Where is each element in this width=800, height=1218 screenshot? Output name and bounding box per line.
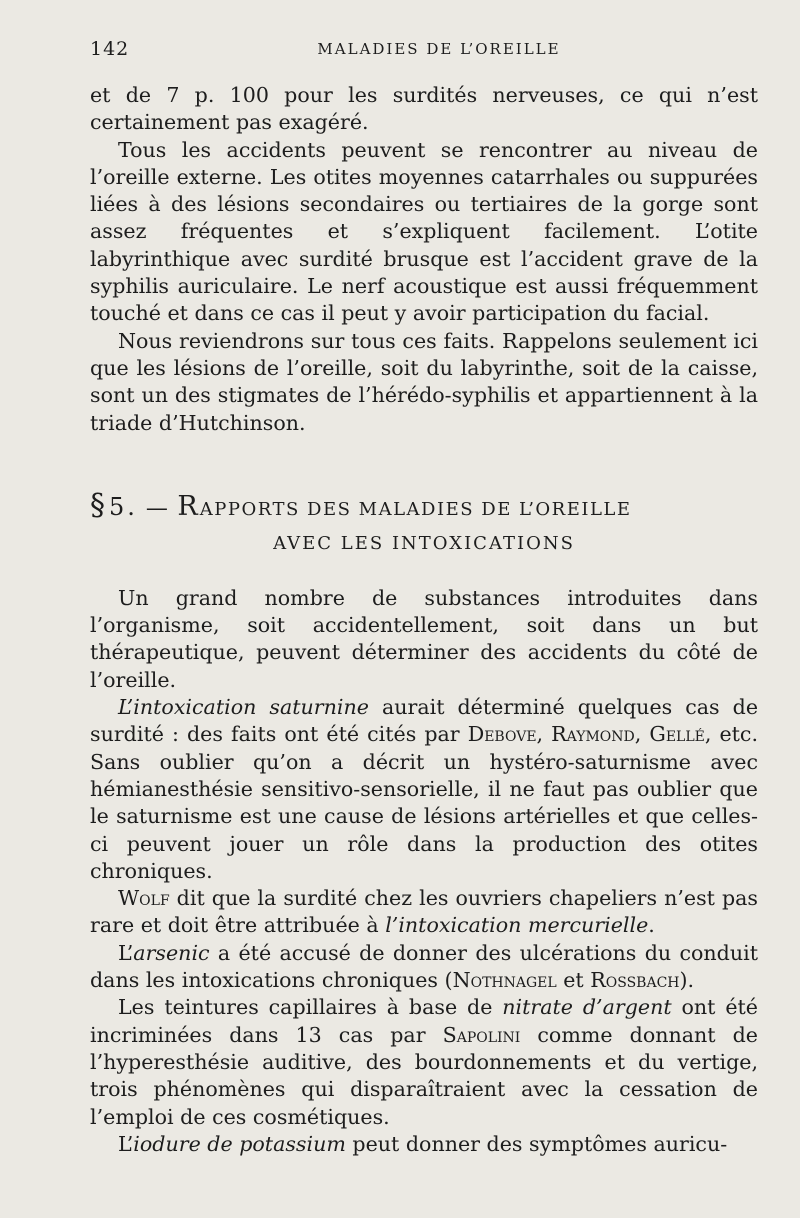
body-text (90, 82, 758, 1158)
paragraph (90, 1131, 758, 1158)
text-run: Nous reviendrons sur tous ces faits. Rappelons seulement ici que les lésions de l’oreille, soit du labyrinthe, soit de la caisse, sont un des stigmates de l’hérédo-syphilis et appartiennent à la triade d’Hutchinson. (90, 328, 758, 435)
author-name: Debove (467, 722, 537, 747)
text-run: Un grand nombre de substances introduites dans l’organisme, soit accidentellement, soit dans un but thérapeutique, peuvent déterminer des accidents du côté de l’oreille. (90, 585, 758, 692)
paragraph (90, 994, 758, 1130)
paragraph (90, 137, 758, 328)
page-number: 142 (90, 38, 130, 60)
italic-text: arsenic (133, 940, 210, 965)
section-heading-line-2: AVEC LES INTOXICATIONS (273, 532, 575, 554)
italic-text: L’ (118, 695, 134, 720)
author-name: Raymond (551, 722, 635, 747)
author-name: Wolf (118, 886, 170, 911)
text-run: , etc. Sans oublier qu’on a décrit un hystéro-saturnisme avec hémianesthésie sensitivo-sensorielle, il ne faut pas oublier que le saturnisme est une cause de lésions artérielles et que celles-ci peuvent jouer un rôle dans la production des otites chroniques. (90, 722, 759, 883)
section-heading (90, 489, 758, 561)
italic-text: l’intoxication mercurielle (385, 913, 649, 938)
paragraph (90, 585, 758, 694)
section-mark: § (90, 487, 109, 523)
text-run: ont été incriminées dans 13 cas par (90, 995, 758, 1047)
running-title: MALADIES DE L’OREILLE (317, 40, 561, 58)
text-run: et de 7 p. 100 pour les surdités nerveuses, ce qui n’est certainement pas exagéré. (90, 83, 758, 135)
text-run: a été accusé de donner des ulcérations du conduit dans les intoxications chroniques ( (90, 940, 758, 993)
text-run: dit que la surdité chez les ouvriers chapeliers n’est pas rare et doit être attribuée à (90, 886, 758, 938)
section-number: 5. (109, 492, 138, 521)
author-name: Gellé (649, 722, 705, 747)
italic-text: nitrate d’argent (502, 995, 672, 1020)
text-run: , (536, 722, 552, 747)
running-head (90, 38, 758, 62)
text-run: L’ (118, 940, 134, 965)
author-name: Rossbach (590, 968, 680, 993)
italic-text: iodure de potassium (133, 1131, 346, 1156)
text-run: Tous les accidents peuvent se rencontrer au niveau de l’oreille externe. Les otites moyennes catarrhales ou suppurées liées à des lésions secondaires ou tertiaires de la gorge sont assez fréquentes et s’expliquent facilement. L’otite labyrinthique avec surdité brusque est l’accident grave de la syphilis auriculaire. Le nerf acoustique est aussi fréquemment touché et dans ce cas il peut y avoir participation du facial. (90, 137, 758, 326)
section-dash: — (145, 495, 170, 521)
author-name: Nothnagel (452, 968, 557, 993)
text-run: comme donnant de l’hyperesthésie auditive, des bourdonnements et du vertige, trois phénomènes qui disparaîtraient avec la cessation de l’emploi de ces cosmétiques. (90, 1022, 758, 1129)
text-run: Les teintures capillaires à base de (118, 995, 503, 1020)
paragraph (90, 82, 758, 137)
section-heading-line-1 (90, 489, 758, 527)
paragraph (90, 940, 758, 995)
text-run: et (556, 968, 591, 993)
author-name: Sapolini (442, 1022, 521, 1047)
paragraphs-before-section (90, 82, 758, 437)
text-run: aurait déterminé quelques cas de surdité : des faits ont été cités par (90, 695, 759, 747)
section-title-rest: APPORTS DES MALADIES DE L’OREILLE (199, 498, 632, 520)
text-run: , (634, 722, 650, 747)
section-title-initial: R (177, 490, 200, 522)
text-run: ). (679, 968, 695, 993)
paragraphs-after-section (90, 585, 758, 1158)
paragraph (90, 694, 758, 885)
italic-text: intoxication saturnine (133, 695, 369, 720)
text-run: . (648, 913, 655, 938)
text-run: peut donner des symptômes auricu- (345, 1131, 728, 1156)
text-run: L’ (118, 1131, 134, 1156)
paragraph (90, 885, 758, 940)
paragraph (90, 328, 758, 437)
